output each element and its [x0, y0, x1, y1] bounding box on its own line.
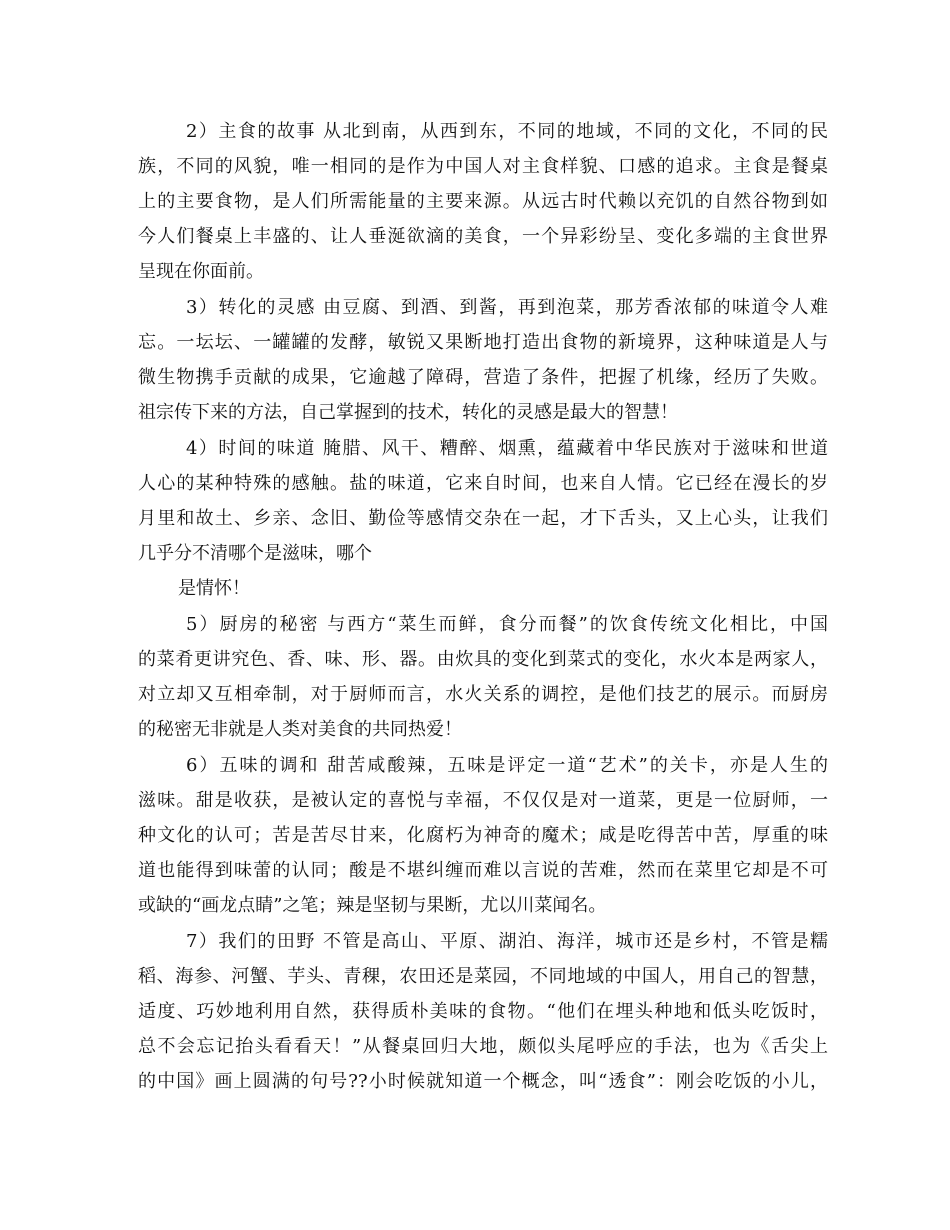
paragraph-7-line-2: 稻、海参、河蟹、芋头、青稞，农田还是菜园，不同地域的中国人，用自己的智慧， [138, 966, 828, 987]
paragraph-3-line-2: 忘。一坛坛、一罐罐的发酵，敏锐又果断地打造出食物的新境界，这种味道是人与 [138, 332, 828, 353]
paragraph-2-line-3: 上的主要食物，是人们所需能量的主要来源。从远古时代赖以充饥的自然谷物到如 [138, 191, 828, 212]
paragraph-2-line-4: 今人们餐桌上丰盛的、让人垂涎欲滴的美食，一个异彩纷呈、变化多端的主食世界 [138, 226, 828, 247]
paragraph-6-line-2: 滋味。甜是收获，是被认定的喜悦与幸福，不仅仅是对一道菜，更是一位厨师，一 [138, 790, 828, 811]
paragraph-6-line-3: 种文化的认可；苦是苦尽甘来，化腐朽为神奇的魔术；咸是吃得苦中苦，厚重的味 [138, 825, 828, 846]
paragraph-4-line-5: 是情怀！ [178, 578, 250, 599]
paragraph-7-line-1: 7）我们的田野 不管是高山、平原、湖泊、海洋，城市还是乡村，不管是糯 [186, 931, 828, 952]
paragraph-5-line-1: 5）厨房的秘密 与西方“菜生而鲜，食分而餐”的饮食传统文化相比，中国 [186, 614, 828, 635]
paragraph-7-line-4: 总不会忘记抬头看看天！”从餐桌回归大地，颇似头尾呼应的手法，也为《舌尖上 [138, 1036, 828, 1057]
paragraph-4-line-2: 人心的某种特殊的感触。盐的味道，它来自时间，也来自人情。它已经在漫长的岁 [138, 473, 828, 494]
paragraph-3-line-1: 3）转化的灵感 由豆腐、到酒、到酱，再到泡菜，那芳香浓郁的味道令人难 [186, 297, 828, 318]
paragraph-4-line-4: 几乎分不清哪个是滋味，哪个 [138, 543, 372, 564]
paragraph-4-line-1: 4）时间的味道 腌腊、风干、糟醉、烟熏，蕴藏着中华民族对于滋味和世道 [186, 438, 828, 459]
paragraph-2-line-2: 族，不同的风貌，唯一相同的是作为中国人对主食样貌、口感的追求。主食是餐桌 [138, 156, 828, 177]
paragraph-7-line-5: 的中国》画上圆满的句号??小时候就知道一个概念，叫“透食”：刚会吃饭的小儿， [138, 1071, 828, 1092]
paragraph-3-line-3: 微生物携手贡献的成果，它逾越了障碍，营造了条件，把握了机缘，经历了失败。 [138, 367, 828, 388]
paragraph-6-line-4: 道也能得到味蕾的认同；酸是不堪纠缠而难以言说的苦难，然而在菜里它却是不可 [138, 860, 828, 881]
paragraph-5-line-2: 的菜肴更讲究色、香、味、形、器。由炊具的变化到菜式的变化，水火本是两家人， [138, 649, 828, 670]
paragraph-4-line-3: 月里和故土、乡亲、念旧、勤俭等感情交杂在一起，才下舌头，又上心头，让我们 [138, 508, 828, 529]
paragraph-5-line-3: 对立却又互相牵制，对于厨师而言，水火关系的调控，是他们技艺的展示。而厨房 [138, 684, 828, 705]
paragraph-3-line-4: 祖宗传下来的方法，自己掌握到的技术，转化的灵感是最大的智慧！ [138, 402, 678, 423]
paragraph-6-line-1: 6）五味的调和 甜苦咸酸辣，五味是评定一道“艺术”的关卡，亦是人生的 [186, 755, 828, 776]
paragraph-2-line-5: 呈现在你面前。 [138, 261, 264, 282]
paragraph-6-line-5: 或缺的“画龙点睛”之笔；辣是坚韧与果断，尤以川菜闻名。 [138, 895, 607, 916]
paragraph-5-line-4: 的秘密无非就是人类对美食的共同热爱！ [138, 719, 462, 740]
paragraph-7-line-3: 适度、巧妙地利用自然，获得质朴美味的食物。“他们在埋头种地和低头吃饭时， [138, 1001, 828, 1022]
paragraph-2-line-1: 2）主食的故事 从北到南，从西到东，不同的地域，不同的文化，不同的民 [186, 121, 828, 142]
